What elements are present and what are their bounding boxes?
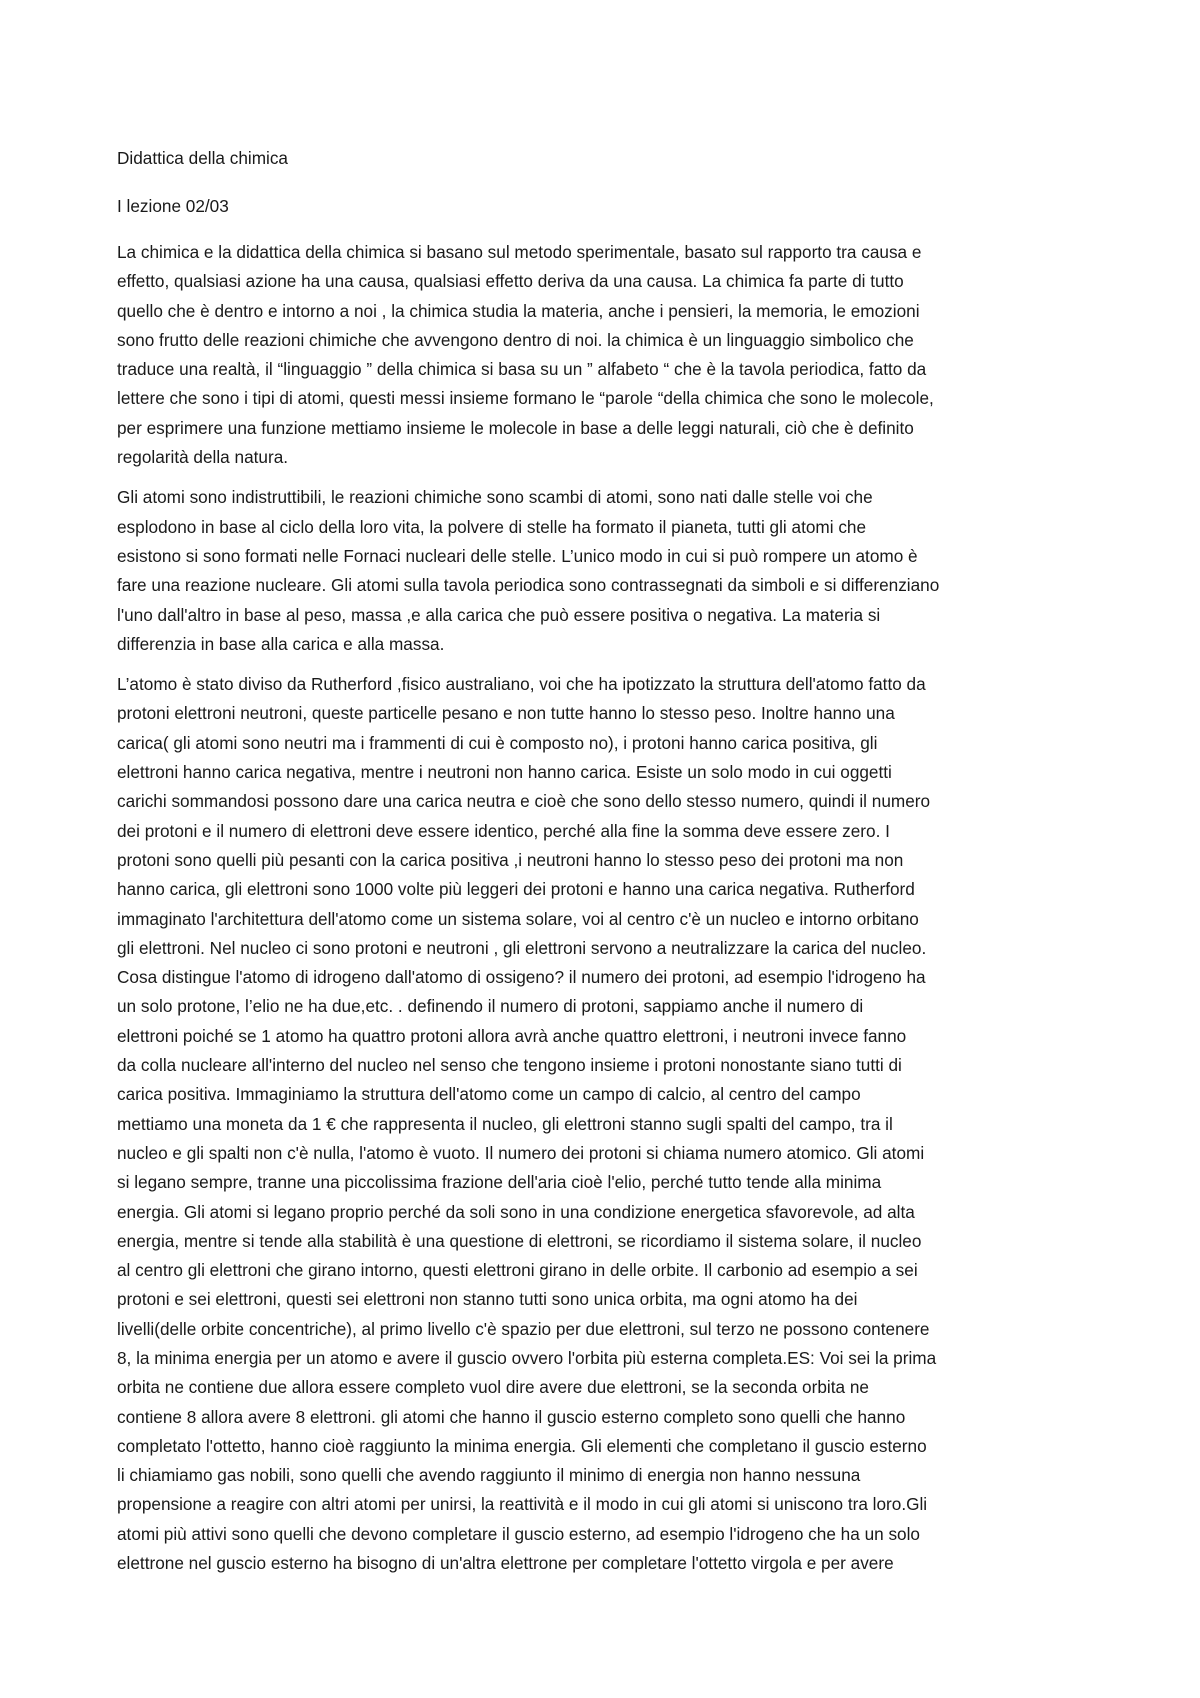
paragraph-line: quello che è dentro e intorno a noi , la chimica studia la materia, anche i pensieri, la memoria, le emozioni (117, 300, 920, 321)
paragraph-line: hanno carica, gli elettroni sono 1000 volte più leggeri dei protoni e hanno una carica negativa. Rutherford (117, 879, 915, 900)
paragraph-line: atomi più attivi sono quelli che devono completare il guscio esterno, ad esempio l'idrogeno che ha un solo (117, 1523, 920, 1544)
paragraph-line: L’atomo è stato diviso da Rutherford ,fisico australiano, voi che ha ipotizzato la struttura dell'atomo fatto da (117, 674, 926, 695)
paragraph-line: immaginato l'architettura dell'atomo come un sistema solare, voi al centro c'è un nucleo e intorno orbitano (117, 908, 919, 929)
paragraph-line: per esprimere una funzione mettiamo insieme le molecole in base a delle leggi naturali, ciò che è definito (117, 417, 914, 438)
paragraph-line: carica positiva. Immaginiamo la struttura dell'atomo come un campo di calcio, al centro del campo (117, 1084, 861, 1105)
paragraph-line: regolarità della natura. (117, 447, 289, 468)
paragraph-3 (117, 670, 1083, 1578)
paragraph-line: elettroni hanno carica negativa, mentre i neutroni non hanno carica. Esiste un solo modo in cui oggetti (117, 762, 892, 783)
paragraph-line: dei protoni e il numero di elettroni deve essere identico, perché alla fine la somma deve essere zero. I (117, 820, 890, 841)
paragraph-line: li chiamiamo gas nobili, sono quelli che avendo raggiunto il minimo di energia non hanno nessuna (117, 1465, 861, 1486)
paragraph-line: contiene 8 allora avere 8 elettroni. gli atomi che hanno il guscio esterno completo sono quelli che hanno (117, 1406, 906, 1427)
lesson-subtitle: I lezione 02/03 (117, 196, 229, 216)
paragraph-line: protoni elettroni neutroni, queste particelle pesano e non tutte hanno lo stesso peso. Inoltre hanno una (117, 703, 895, 724)
paragraph-line: lettere che sono i tipi di atomi, questi messi insieme formano le “parole “della chimica che sono le molecole, (117, 388, 934, 409)
paragraph-line: energia. Gli atomi si legano proprio perché da soli sono in una condizione energetica sfavorevole, ad alta (117, 1201, 915, 1222)
paragraph-2 (117, 483, 1083, 659)
paragraph-line: Cosa distingue l'atomo di idrogeno dall'atomo di ossigeno? il numero dei protoni, ad esempio l'idrogeno ha (117, 967, 926, 988)
paragraph-line: orbita ne contiene due allora essere completo vuol dire avere due elettroni, se la seconda orbita ne (117, 1377, 869, 1398)
document-page (117, 146, 1083, 1578)
paragraph-line: nucleo e gli spalti non c'è nulla, l'atomo è vuoto. Il numero dei protoni si chiama numero atomico. Gli atomi (117, 1142, 925, 1163)
paragraph-line: completato l'ottetto, hanno cioè raggiunto la minima energia. Gli elementi che completano il guscio esterno (117, 1435, 927, 1456)
paragraph-line: si legano sempre, tranne una piccolissima frazione dell'aria cioè l'elio, perché tutto tende alla minima (117, 1172, 882, 1193)
paragraph-line: mettiamo una moneta da 1 € che rappresenta il nucleo, gli elettroni stanno sugli spalti del campo, tra il (117, 1113, 893, 1134)
paragraph-line: effetto, qualsiasi azione ha una causa, qualsiasi effetto deriva da una causa. La chimica fa parte di tutto (117, 271, 904, 292)
paragraph-line: protoni e sei elettroni, questi sei elettroni non stanno tutti sono unica orbita, ma ogni atomo ha dei (117, 1289, 858, 1310)
paragraph-line: protoni sono quelli più pesanti con la carica positiva ,i neutroni hanno lo stesso peso dei protoni ma non (117, 849, 904, 870)
paragraph-line: al centro gli elettroni che girano intorno, questi elettroni girano in delle orbite. Il carbonio ad esempio a sei (117, 1260, 918, 1281)
paragraph-line: da colla nucleare all'interno del nucleo nel senso che tengono insieme i protoni nonostante siano tutti di (117, 1055, 902, 1076)
paragraph-line: differenzia in base alla carica e alla massa. (117, 633, 445, 654)
paragraph-line: La chimica e la didattica della chimica si basano sul metodo sperimentale, basato sul rapporto tra causa e (117, 242, 922, 262)
document-title: Didattica della chimica (117, 148, 288, 168)
paragraph-line: livelli(delle orbite concentriche), al primo livello c'è spazio per due elettroni, sul terzo ne possono contenere (117, 1318, 930, 1339)
paragraph-line: l'uno dall'altro in base al peso, massa ,e alla carica che può essere positiva o negativa. La materia si (117, 604, 881, 625)
paragraph-line: carica( gli atomi sono neutri ma i frammenti di cui è composto no), i protoni hanno carica positiva, gli (117, 732, 878, 753)
paragraph-line: elettroni poiché se 1 atomo ha quattro protoni allora avrà anche quattro elettroni, i neutroni invece fanno (117, 1025, 907, 1046)
paragraph-line: gli elettroni. Nel nucleo ci sono protoni e neutroni , gli elettroni servono a neutralizzare la carica del nucleo. (117, 937, 927, 958)
paragraph-line: esplodono in base al ciclo della loro vita, la polvere di stelle ha formato il pianeta, tutti gli atomi che (117, 516, 867, 537)
paragraph-line: Gli atomi sono indistruttibili, le reazioni chimiche sono scambi di atomi, sono nati dalle stelle voi che (117, 487, 873, 508)
paragraph-line: sono frutto delle reazioni chimiche che avvengono dentro di noi. la chimica è un linguaggio simbolico che (117, 329, 914, 350)
paragraph-line: esistono si sono formati nelle Fornaci nucleari delle stelle. L’unico modo in cui si può rompere un atomo è (117, 545, 918, 566)
paragraph-1 (117, 238, 1083, 472)
paragraph-line: traduce una realtà, il “linguaggio ” della chimica si basa su un ” alfabeto “ che è la tavola periodica, fatto da (117, 359, 927, 380)
paragraph-line: fare una reazione nucleare. Gli atomi sulla tavola periodica sono contrassegnati da simboli e si differenziano (117, 575, 940, 596)
paragraph-line: energia, mentre si tende alla stabilità è una questione di elettroni, se ricordiamo il sistema solare, il nucleo (117, 1230, 922, 1251)
paragraph-line: 8, la minima energia per un atomo e avere il guscio ovvero l'orbita più esterna completa.ES: Voi sei la prima (117, 1347, 937, 1368)
paragraph-line: elettrone nel guscio esterno ha bisogno di un'altra elettrone per completare l'ottetto virgola e per avere (117, 1553, 894, 1574)
paragraph-line: un solo protone, l’elio ne ha due,etc. . definendo il numero di protoni, sappiamo anche il numero di (117, 996, 864, 1017)
paragraph-line: propensione a reagire con altri atomi per unirsi, la reattività e il modo in cui gli atomi si uniscono tra loro.Gli (117, 1494, 928, 1515)
paragraph-line: carichi sommandosi possono dare una carica neutra e cioè che sono dello stesso numero, quindi il numero (117, 791, 931, 812)
